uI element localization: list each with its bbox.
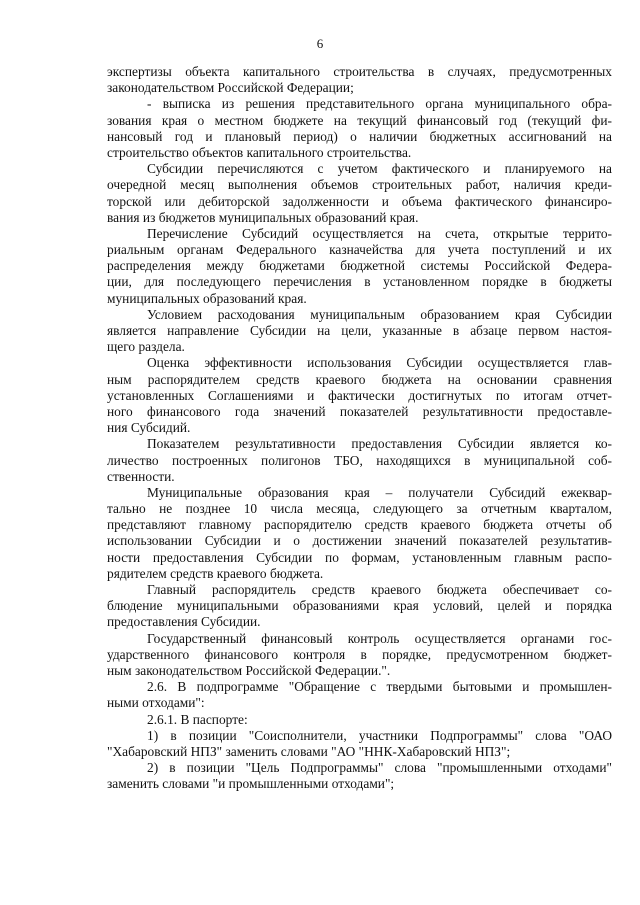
paragraph — [107, 760, 612, 792]
text-line: ния Субсидий. — [107, 420, 191, 436]
paragraph — [107, 728, 612, 760]
text-line: ными отходами": — [107, 695, 205, 711]
text-line: Муниципальные образования края – получатели Субсидий ежеквар- — [147, 484, 612, 500]
text-line: 2.6. В подпрограмме "Обращение с твердыми бытовыми и промышлен- — [147, 679, 612, 695]
text-line: представляют главному распорядителю средств краевого бюджета отчеты об — [107, 517, 612, 533]
text-line: личество построенных полигонов ТБО, находящихся в муниципальной соб- — [107, 452, 612, 468]
text-line: Государственный финансовый контроль осуществляется органами гос- — [147, 630, 612, 646]
text-line: блюдение муниципальными образованиями края условий, целей и порядка — [107, 598, 612, 614]
paragraph — [107, 226, 612, 307]
text-line: щего раздела. — [107, 339, 185, 355]
text-line: муниципальных образований края. — [107, 290, 307, 306]
text-line: 1) в позиции "Соисполнители, участники Подпрограммы" слова "ОАО — [147, 727, 612, 743]
text-line: ного финансового года значений показателей результативности предоставле- — [107, 403, 612, 419]
text-line: торской или дебиторской задолженности и объема фактического финансиро- — [107, 193, 612, 209]
document-body — [107, 64, 612, 792]
paragraph — [107, 679, 612, 711]
text-line: Перечисление Субсидий осуществляется на счета, открытые террито- — [147, 225, 612, 241]
text-line: вания из бюджетов муниципальных образований края. — [107, 209, 419, 225]
text-line: Показателем результативности предоставления Субсидии является ко- — [147, 436, 612, 452]
text-line: - выписка из решения представительного органа муниципального обра- — [147, 96, 612, 112]
text-line: рядителем средств краевого бюджета. — [107, 565, 324, 581]
text-line: Главный распорядитель средств краевого бюджета обеспечивает со- — [147, 582, 612, 597]
paragraph — [107, 64, 612, 96]
text-line: ции, для последующего перечисления в установленном порядке в бюджеты — [107, 274, 612, 290]
paragraph — [107, 436, 612, 485]
text-line: строительство объектов капитального строительства. — [107, 144, 412, 160]
text-line: законодательством Российской Федерации; — [107, 80, 354, 96]
paragraph — [107, 485, 612, 582]
text-line: установленных Соглашениями и фактически достигнутых по итогам отчет- — [107, 387, 612, 403]
text-line: заменить словами "и промышленными отходами"; — [107, 776, 395, 792]
text-line: ным распорядителем средств краевого бюджета на основании сравнения — [107, 371, 612, 387]
text-line: экспертизы объекта капитального строительства в случаях, предусмотренных — [107, 64, 612, 79]
text-line: "Хабаровский НПЗ" заменить словами "АО "ННК-Хабаровский НПЗ"; — [107, 743, 511, 759]
text-line: 2) в позиции "Цель Подпрограммы" слова "промышленными отходами" — [147, 760, 612, 776]
paragraph — [107, 355, 612, 436]
paragraph — [107, 582, 612, 631]
text-line: 2.6.1. В паспорте: — [147, 711, 248, 727]
text-line: распределения между бюджетами бюджетной системы Российской Федера- — [107, 258, 612, 274]
text-line: Условием расходования муниципальным образованием края Субсидии — [147, 306, 612, 322]
text-line: нансовый год и плановый период) о наличии бюджетных ассигнований на — [107, 128, 612, 144]
text-line: ственности. — [107, 468, 175, 484]
page-number: 6 — [316, 36, 324, 51]
paragraph — [107, 631, 612, 680]
text-line: зования края о местном бюджете на текущий финансовый год (текущий фи- — [107, 112, 612, 128]
text-line: предоставления Субсидии. — [107, 614, 261, 630]
text-line: очередной месяц выполнения объемов строительных работ, наличия креди- — [107, 177, 612, 193]
paragraph — [107, 712, 612, 728]
text-line: использовании Субсидии и о достижении значений показателей результатив- — [107, 533, 612, 549]
text-line: является направление Субсидии на цели, указанные в абзаце первом настоя- — [107, 323, 612, 338]
text-line: тально не позднее 10 числа месяца, следующего за отчетным кварталом, — [107, 501, 612, 517]
text-line: ности предоставления Субсидии по формам, установленным главным распо- — [107, 549, 612, 565]
paragraph — [107, 307, 612, 356]
text-line: ударственного финансового контроля в порядке, предусмотренном бюджет- — [107, 646, 612, 662]
text-line: Субсидии перечисляются с учетом фактического и планируемого на — [147, 161, 612, 177]
paragraph — [107, 161, 612, 226]
paragraph — [107, 96, 612, 161]
text-line: риальным органам Федерального казначейства для учета поступлений и их — [107, 242, 612, 258]
text-line: ным законодательством Российской Федерации.". — [107, 662, 391, 678]
text-line: Оценка эффективности использования Субсидии осуществляется глав- — [147, 355, 612, 371]
